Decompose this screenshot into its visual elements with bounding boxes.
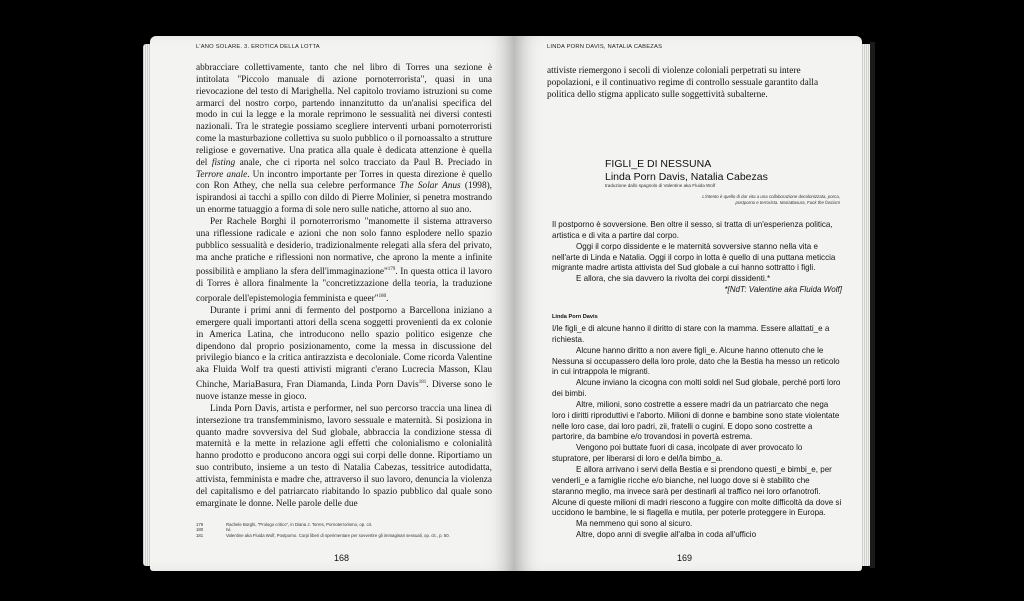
paragraph: Durante i primi anni di fermento del postporno a Barcellona iniziano a emergere quali importanti attori della scena soggetti provenienti da ex colonie in America Latina, che introducono nello spazio politico esigenze che dipendono dal proprio posizionamento, come la messa in discussione del privilegio bianco e la critica antirazzista e decoloniale. Come ricorda Valentine aka Fluida Wolf tra questi attivisti migranti c'erano Lucrecia Masson, Klau Chinche, MariaBasura, Fran Diamanda, Linda Porn Davis$^{181}$. Diverse sono le nuove istanze messe in gioco. — [196, 306, 492, 403]
footnote: 181 Valentine aka Fluida Wolf, Postporno. Corpi liberi di sperimentare per sovvertire gli immaginari sessuali, op. cit., p. 50. — [196, 532, 450, 538]
section-subhead: Linda Porn Davis — [552, 314, 598, 320]
right-page — [514, 36, 862, 571]
left-body-text — [196, 63, 492, 511]
back-cover-edge — [870, 42, 875, 568]
page-number-left: 168 — [334, 553, 350, 563]
running-head-right: LINDA PORN DAVIS, NATALIA CABEZAS — [547, 44, 663, 50]
footnote: 180 Ivi. — [196, 527, 232, 533]
chapter-title: FIGLI_E DI NESSUNA — [605, 158, 712, 170]
epigraph: L'intento è quello di dar vita a una collaborazione decolonizzata, porca, postporno e terrorista. MariaBasura, Fuck the fascism — [702, 194, 840, 205]
translation-note: traduzione dallo spagnolo di Valentine aka Fluida Wolf — [605, 183, 716, 188]
translator-note: *[NdT: Valentine aka Fluida Wolf] — [724, 285, 842, 295]
intro-text: attiviste riemergono i secoli di violenze coloniali perpetrati su intere popolazioni, e il continuativo regime di controllo sessuale garantito dalla politica dello stigma applicato sulle soggettività subalterne. — [547, 66, 819, 100]
running-head-left: L'ANO SOLARE. 3. EROTICA DELLA LOTTA — [196, 44, 320, 50]
page-number-right: 169 — [677, 553, 693, 563]
right-body-text: I/le figli_e di alcune hanno il diritto di stare con la mamma. Essere allattati_e a richiesta. Alcune hanno diritto a non avere figli_e. Alcune hanno ottenuto che le Nessuna si occupassero della loro prole, dato che la Bestia ha messo un reticolo in cui intrappola le migranti. Alcune inviano la cicogna con molti soldi nel Sud globale, perché porti loro dei bimbi. Altre, milioni, sono costrette a essere madri da un patriarcato che nega loro i diritti riproduttivi e l'aborto. Milioni di donne e bambine sono state violentate nelle loro case, dai loro padri, zii, fratelli o cugini. E dopo sono costrette a partorire, da bambine e/o trovandosi in povertà estrema. Vengono poi buttate fuori di casa, incolpate di aver provocato lo stupratore, per liberarsi di loro e del/la bimbo_a. E allora arrivano i servi della Bestia e si prendono questi_e bimbi_e, per venderli_e a famiglie ricche e/o bianche, nel luogo dove si è stabilito che staranno meglio, ma invece sarà per destinarli al traffico nei loro orfanotrofi. Alcune di queste milioni di madri riescono a fuggire con molte difficoltà da dove si uccidono le bambine, le si flagella e mutila, per poterle proteggere in Europa. Ma nemmeno qui sono al sicuro. Altre, dopo anni di sveglie all'alba in coda all'ufficio — [552, 324, 842, 540]
chapter-authors: Linda Porn Davis, Natalia Cabezas — [605, 170, 768, 183]
paragraph: abbracciare collettivamente, tanto che nel libro di Torres una sezione è intitolata "Piccolo manuale di azione pornoterrorista", quasi in una rievocazione del testo di Marighella. Nel capitolo troviamo istruzioni su come armarci del nostro corpo, partendo innanzitutto da un'analisi specifica del modo in cui la legge e la morale reprimono le sessualità nei diversi contesti nazionali. Tra le strategie possiamo scegliere interventi urbani pornoterroristi come la masturbazione collettiva su suolo pubblico o il pornoassalto a strutture religiose e governative. Una pratica alla quale è dedicata attenzione è quella del fisting anale, che ci riporta nel solco tracciato da Paul B. Preciado in Terrore anale. Un incontro importante per Torres in questa direzione è quello con Ron Athey, che nella sua celebre performance The Solar Anus (1998), ispirandosi ai tacchi a spillo con dildo di Pierre Molinier, si penetra mostrando un enorme tatuaggio a forma di sole nero sulle natiche, attorno al suo ano. — [196, 63, 493, 216]
paragraph: Linda Porn Davis, artista e performer, nel suo percorso traccia una linea di intersezione tra transfemminismo, lavoro sessuale e maternità. Si posiziona in quanto madre sovversiva del Sud globale, abbraccia la condizione stessa di maternità e la mette in relazione agli effetti che colonialismo e colonialità hanno prodotto e producono ancora oggi sui corpi delle donne. Riportiamo un suo contributo, insieme a un testo di Natalia Cabezas, tessitrice autodidatta, attivista, femminista e madre che, attraverso il suo lavoro, denuncia la violenza del capitalismo e del patriarcato riabitando lo spazio pubblico dal quale sono emarginate le donne. Nelle parole delle due — [196, 403, 492, 509]
lead-text: Il postporno è sovversione. Ben oltre il sesso, si tratta di un'esperienza politica, artistica e di vita a partire dal corpo. Oggi il corpo dissidente e le maternità sovversive stanno nella vita e nell'arte di Linda e Natalia. Oggi il corpo in lotta è quello di una puttana meticcia migrante madre artista attivista del Sud globale a cui hanno sottratto i figli. E allora, che sia davvero la rivolta dei corpi dissidenti.* *[NdT: Valentine aka Fluida Wolf] — [552, 220, 842, 295]
left-page — [150, 36, 514, 571]
chapter-heading — [605, 158, 768, 183]
paragraph: Per Rachele Borghi il pornoterrorismo "manomette il sistema attraverso una riflessione radicale e azioni che non solo fanno esplodere nello spazio pubblico sessualità e desiderio, tradizionalmente relegati alla sfera del privato, ma anche pratiche e riflessioni non normative, che aprono la mente a infinite possibilità e ampliano la sfera dell'immaginazione"$^{179}$. In questa ottica il lavoro di Torres è allora finalmente la "concretizzazione della teoria, la traduzione corporale dell'epistemologia femminista e queer"$^{180}$. — [196, 216, 492, 305]
footnotes — [196, 522, 496, 538]
footnote: 179 Rachele Borghi, "Prologo critico", in Diana J. Torres, Pornoterrorismo, op. cit. — [196, 522, 373, 527]
